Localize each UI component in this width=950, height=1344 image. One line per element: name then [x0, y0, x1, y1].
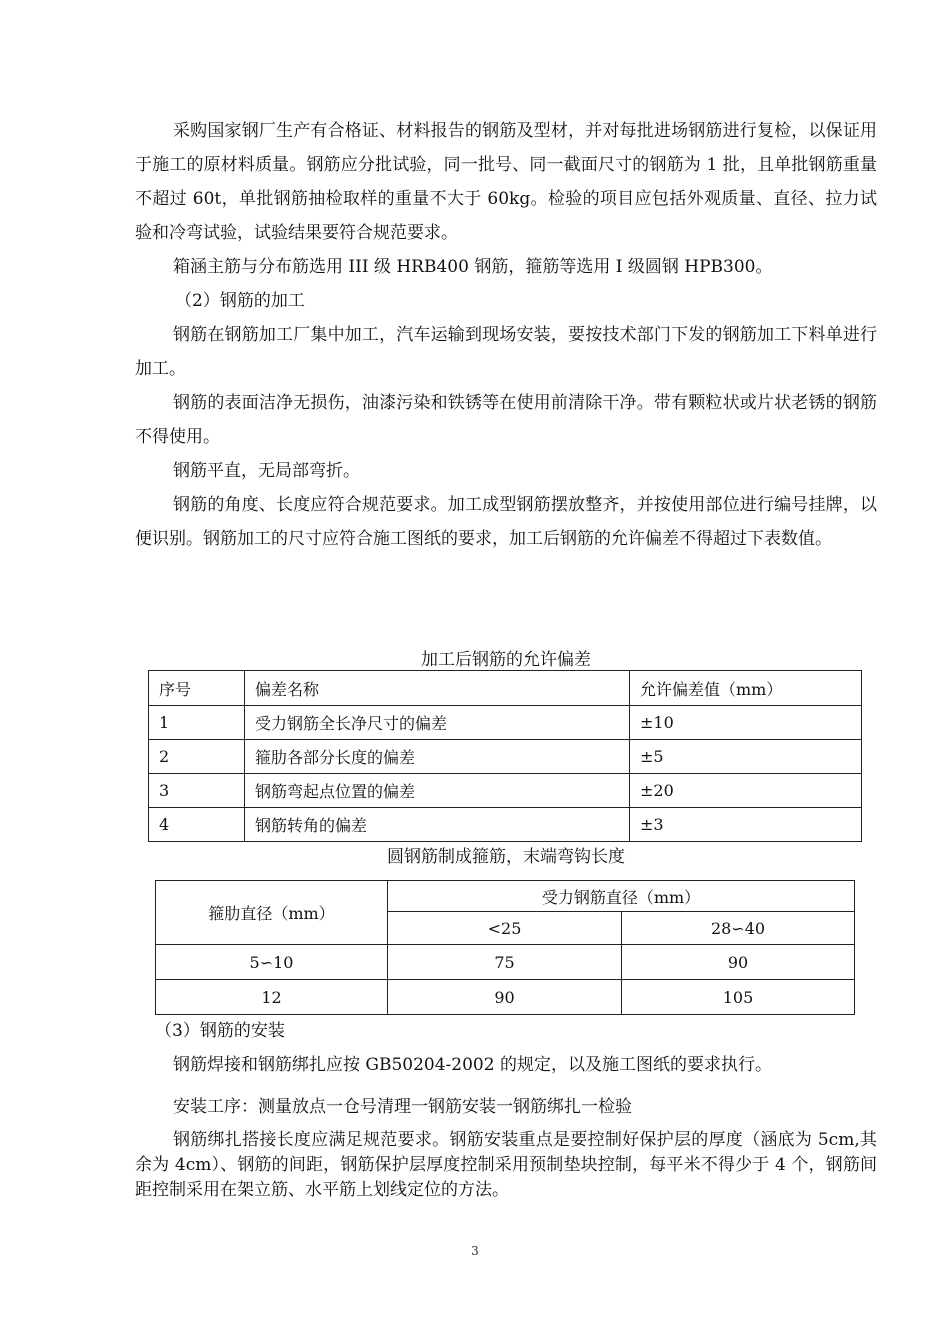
table-row [149, 808, 862, 842]
table-row [149, 774, 862, 808]
table-cell: 5∽10 [156, 945, 388, 980]
table-row [156, 980, 855, 1015]
table-cell: 3 [149, 774, 245, 808]
table-row [149, 740, 862, 774]
table-cell: 4 [149, 808, 245, 842]
table-cell: 105 [622, 980, 855, 1015]
table-cell: 钢筋转角的偏差 [245, 808, 630, 842]
subheader-cell: <25 [388, 912, 622, 945]
table-header-row [156, 881, 855, 912]
header-cell: 序号 [149, 671, 245, 706]
table-row [156, 945, 855, 980]
table-cell: 受力钢筋全长净尺寸的偏差 [245, 706, 630, 740]
paragraph-lap-length: 钢筋绑扎搭接长度应满足规范要求。钢筋安装重点是要控制好保护层的厚度（涵底为 5cm,其余为 4cm）、钢筋的间距，钢筋保护层厚度控制采用预制垫块控制，每平米不得少于 4 个，钢筋间距控制采用在架立筋、水平筋上划线定位的方法。 [135, 1130, 877, 1200]
paragraph-processing-plant: 钢筋在钢筋加工厂集中加工，汽车运输到现场安装，要按技术部门下发的钢筋加工下料单进行加工。 [135, 325, 877, 379]
table-cell: ±3 [630, 808, 862, 842]
paragraph-welding-standard: 钢筋焊接和钢筋绑扎应按 GB50204-2002 的规定，以及施工图纸的要求执行。 [173, 1055, 772, 1075]
page-number: 3 [471, 1244, 479, 1258]
paragraph-surface-cleaning: 钢筋的表面洁净无损伤，油漆污染和铁锈等在使用前清除干净。带有颗粒状或片状老锈的钢筋不得使用。 [135, 393, 877, 447]
table-cell: ±10 [630, 706, 862, 740]
table-cell: 钢筋弯起点位置的偏差 [245, 774, 630, 808]
paragraph-straightness: 钢筋平直，无局部弯折。 [173, 461, 360, 481]
paragraph-angle-length: 钢筋的角度、长度应符合规范要求。加工成型钢筋摆放整齐，并按使用部位进行编号挂牌，以便识别。钢筋加工的尺寸应符合施工图纸的要求，加工后钢筋的允许偏差不得超过下表数值。 [135, 495, 877, 549]
header-cell: 偏差名称 [245, 671, 630, 706]
hook-length-table [155, 880, 855, 1015]
paragraph-rebar-grade: 箱涵主筋与分布筋选用 III 级 HRB400 钢筋，箍筋等选用 I 级圆钢 HPB300。 [173, 257, 773, 277]
table-cell: 1 [149, 706, 245, 740]
table-header-row [149, 671, 862, 706]
subheader-cell: 28∽40 [622, 912, 855, 945]
table-cell: 75 [388, 945, 622, 980]
table-cell: ±20 [630, 774, 862, 808]
table-row [149, 706, 862, 740]
table-cell: 90 [622, 945, 855, 980]
paragraph-installation-sequence: 安装工序：测量放点一仓号清理一钢筋安装一钢筋绑扎一检验 [173, 1097, 632, 1117]
table-cell: 箍肋各部分长度的偏差 [245, 740, 630, 774]
section-heading-installation: （3）钢筋的安装 [155, 1021, 285, 1041]
table-cell: 90 [388, 980, 622, 1015]
tolerance-table [148, 670, 862, 842]
group-header-cell: 受力钢筋直径（mm） [388, 881, 855, 912]
table2-caption: 圆钢筋制成箍筋，末端弯钩长度 [387, 847, 625, 867]
table-cell: 2 [149, 740, 245, 774]
table-cell: 12 [156, 980, 388, 1015]
paragraph-material-procurement: 采购国家钢厂生产有合格证、材料报告的钢筋及型材，并对每批进场钢筋进行复检，以保证用于施工的原材料质量。钢筋应分批试验，同一批号、同一截面尺寸的钢筋为 1 批，且单批钢筋重量不超过 60t，单批钢筋抽检取样的重量不大于 60kg。检验的项目应包括外观质量、直径、拉力试验和冷弯试验，试验结果要符合规范要求。 [135, 121, 877, 243]
header-cell: 允许偏差值（mm） [630, 671, 862, 706]
table-cell: ±5 [630, 740, 862, 774]
table1-caption: 加工后钢筋的允许偏差 [421, 650, 591, 670]
row-header-cell: 箍肋直径（mm） [156, 881, 388, 945]
section-heading-processing: （2）钢筋的加工 [175, 291, 305, 311]
